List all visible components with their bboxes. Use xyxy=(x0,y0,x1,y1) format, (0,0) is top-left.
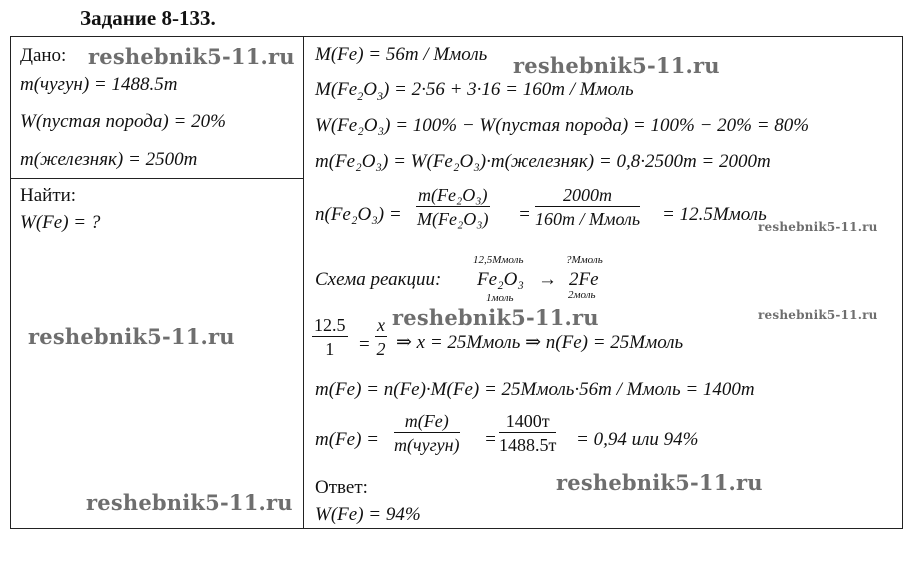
scheme-top-right: ?Mмоль xyxy=(566,254,603,266)
watermark: reshebnik5-11.ru xyxy=(28,324,235,349)
watermark: reshebnik5-11.ru xyxy=(513,53,720,78)
given-header: Дано: xyxy=(20,45,67,66)
fraction-numerator: 2000т xyxy=(535,186,640,207)
fraction-denominator: m(чугун) xyxy=(394,435,460,455)
solution-line-4: m(Fe₂O₃) = W(Fe₂O₃)·m(железняк) = 0,8·2500т = 2000т xyxy=(315,151,771,172)
fraction-numerator: x xyxy=(377,315,385,335)
equals-sign: = xyxy=(359,334,370,355)
answer-line: W(Fe) = 94% xyxy=(315,504,421,525)
solution-line-8-left: m(Fe) = xyxy=(315,429,379,450)
equals-sign: = xyxy=(518,204,531,225)
watermark: reshebnik5-11.ru xyxy=(758,308,878,322)
fraction-x-over-2 xyxy=(375,316,387,358)
find-header: Найти: xyxy=(20,185,77,206)
fraction-denominator: 160т / Mмоль xyxy=(535,209,641,229)
watermark: reshebnik5-11.ru xyxy=(392,305,599,330)
solution-line-7: m(Fe) = n(Fe)·M(Fe) = 25Mмоль·56т / Mмоль = 1400т xyxy=(315,379,755,400)
fraction-n-fe2o3 xyxy=(416,186,490,228)
proportion-result: ⇒ x = 25Mмоль ⇒ n(Fe) = 25Mмоль xyxy=(396,332,684,353)
given-line-3: m(железняк) = 2500т xyxy=(20,149,198,170)
given-line-1: m(чугун) = 1488.5т xyxy=(20,74,178,95)
solution-line-1: M(Fe) = 56т / Mмоль xyxy=(315,44,488,65)
task-title: Задание 8-133. xyxy=(80,6,216,30)
find-line: W(Fe) = ? xyxy=(20,212,101,233)
watermark: reshebnik5-11.ru xyxy=(758,220,878,234)
fraction-mfe-over-mcast xyxy=(394,412,460,454)
fraction-denominator: 1488.5т xyxy=(499,435,557,455)
scheme-bottom-left: 1моль xyxy=(486,292,514,304)
fraction-2000-160 xyxy=(535,186,640,228)
fraction-denominator: M(Fe₂O₃) xyxy=(417,209,489,229)
scheme-top-left: 12,5Mмоль xyxy=(473,254,524,266)
scheme-product: 2Fe xyxy=(569,269,599,290)
fraction-denominator: 1 xyxy=(325,339,335,359)
watermark: reshebnik5-11.ru xyxy=(86,490,293,515)
fraction-12-5-over-1 xyxy=(312,316,348,358)
solution-line-3: W(Fe₂O₃) = 100% − W(пустая порода) = 100% − 20% = 80% xyxy=(315,115,810,136)
given-line-2: W(пустая порода) = 20% xyxy=(20,111,226,132)
watermark: reshebnik5-11.ru xyxy=(556,470,763,495)
solution-line-5-left: n(Fe₂O₃) = xyxy=(315,204,402,225)
solution-line-8-right: = 0,94 или 94% xyxy=(576,429,699,450)
scheme-arrow: → xyxy=(538,269,557,290)
solution-table xyxy=(10,36,903,529)
solution-line-2: $M(Fe_2O_3) = 2\cdot 56 + 3\cdot 16 = 160т$ / Mмоль xyxy=(315,79,634,103)
scheme-bottom-right: 2моль xyxy=(568,289,596,301)
column-divider xyxy=(303,36,304,529)
fraction-denominator: 2 xyxy=(376,339,386,359)
fraction-1400-over-1488 xyxy=(499,412,556,454)
equals-sign: = xyxy=(484,429,497,450)
fraction-numerator: m(Fe) xyxy=(394,412,460,433)
answer-header: Ответ: xyxy=(315,477,368,498)
solution-line-5-right: = 12.5Mмоль xyxy=(662,204,767,225)
given-find-divider xyxy=(10,178,303,179)
fraction-numerator: 1400т xyxy=(499,412,556,433)
watermark: reshebnik5-11.ru xyxy=(88,44,295,69)
fraction-numerator: m(Fe₂O₃) xyxy=(418,185,488,205)
scheme-reactant: Fe₂O₃ xyxy=(477,269,524,290)
fraction-numerator: 12.5 xyxy=(314,315,346,335)
scheme-label: Схема реакции: xyxy=(315,269,442,290)
